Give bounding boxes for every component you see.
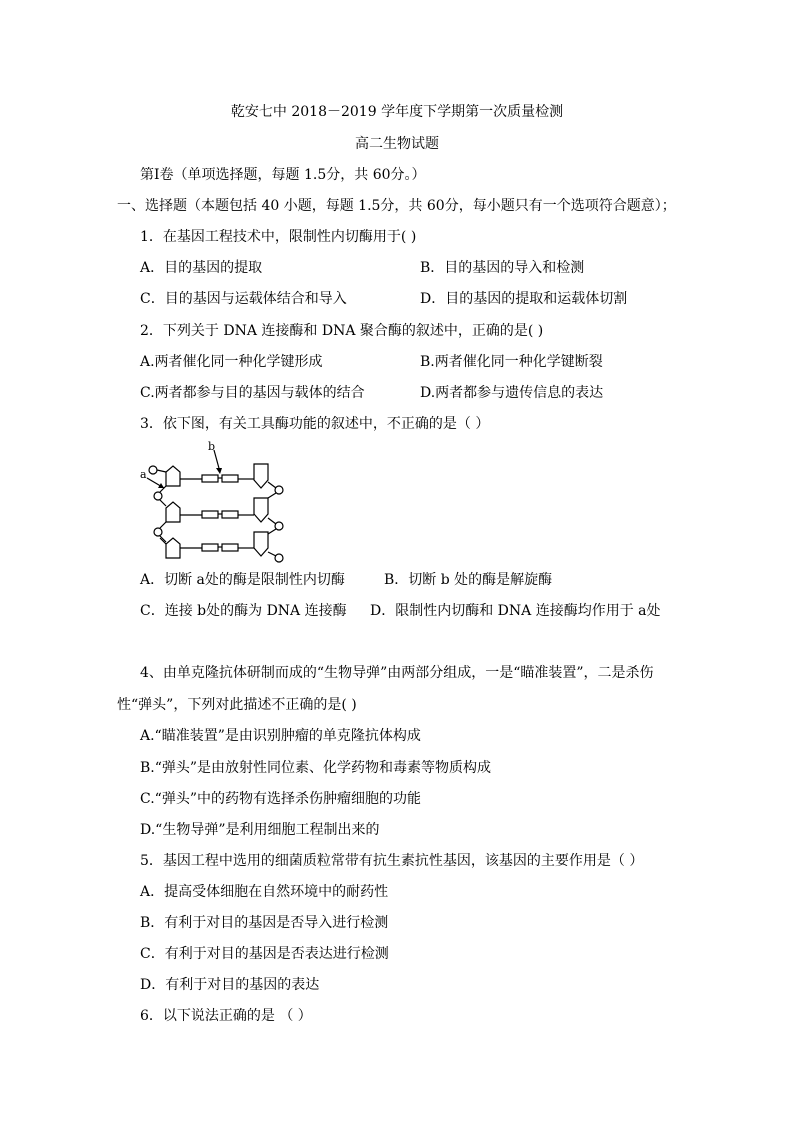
q4-option-c: C.“弹头”中的药物有选择杀伤肿瘤细胞的功能 bbox=[140, 791, 421, 807]
dna-ladder-diagram bbox=[138, 440, 298, 565]
q4-stem-line1: 4、由单克隆抗体研制而成的“生物导弹”由两部分组成，一是“瞄准装置”，二是杀伤 bbox=[140, 665, 654, 681]
q4-option-b: B.“弹头”是由放射性同位素、化学药物和毒素等物质构成 bbox=[140, 760, 492, 776]
q6-stem: 6．以下说法正确的是 （ ） bbox=[140, 1008, 312, 1024]
q5-stem: 5．基因工程中选用的细菌质粒常带有抗生素抗性基因，该基因的主要作用是（ ） bbox=[140, 853, 644, 869]
q5-option-c: C．有利于对目的基因是否表达进行检测 bbox=[140, 946, 389, 962]
q1-option-d: D．目的基因的提取和运载体切割 bbox=[420, 291, 628, 307]
q2-option-d: D.两者都参与遗传信息的表达 bbox=[420, 385, 604, 401]
exam-subtitle: 高二生物试题 bbox=[355, 136, 439, 152]
q3-option-c: C．连接 b处的酶为 DNA 连接酶 bbox=[140, 603, 347, 619]
q3-option-b: B．切断 b 处的酶是解旋酶 bbox=[384, 572, 553, 588]
q2-option-c: C.两者都参与目的基因与载体的结合 bbox=[140, 385, 365, 401]
q3-stem: 3．依下图，有关工具酶功能的叙述中，不正确的是（ ） bbox=[140, 416, 490, 432]
q1-option-c: C．目的基因与运载体结合和导入 bbox=[140, 291, 347, 307]
q5-option-b: B．有利于对目的基因是否导入进行检测 bbox=[140, 915, 389, 931]
part-one-heading: 第Ⅰ卷（单项选择题，每题 1.5分，共 60分。） bbox=[140, 167, 426, 183]
q4-stem-line2: 性“弹头”，下列对此描述不正确的是( ) bbox=[117, 697, 357, 713]
q1-stem: 1．在基因工程技术中，限制性内切酶用于( ) bbox=[140, 229, 417, 245]
q3-option-d: D．限制性内切酶和 DNA 连接酶均作用于 a处 bbox=[370, 603, 661, 619]
diagram-label-a: a bbox=[140, 468, 147, 481]
q1-option-a: A．目的基因的提取 bbox=[140, 260, 263, 276]
q2-option-a: A.两者催化同一种化学键形成 bbox=[140, 354, 323, 370]
q4-option-d: D.“生物导弹”是利用细胞工程制出来的 bbox=[140, 822, 380, 838]
diagram-label-b: b bbox=[208, 440, 216, 453]
q1-option-b: B．目的基因的导入和检测 bbox=[420, 260, 585, 276]
q4-option-a: A.“瞄准装置”是由识别肿瘤的单克隆抗体构成 bbox=[140, 728, 421, 744]
q3-option-a: A．切断 a处的酶是限制性内切酶 bbox=[140, 572, 345, 588]
q5-option-d: D．有利于对目的基因的表达 bbox=[140, 977, 320, 993]
section-one-heading: 一、选择题（本题包括 40 小题，每题 1.5分，共 60分，每小题只有一个选项符合题意）； bbox=[117, 198, 676, 214]
q2-option-b: B.两者催化同一种化学键断裂 bbox=[420, 354, 603, 370]
q5-option-a: A．提高受体细胞在自然环境中的耐药性 bbox=[140, 884, 389, 900]
exam-title: 乾安七中 2018－2019 学年度下学期第一次质量检测 bbox=[230, 104, 564, 120]
q2-stem: 2．下列关于 DNA 连接酶和 DNA 聚合酶的叙述中，正确的是( ) bbox=[140, 323, 544, 339]
